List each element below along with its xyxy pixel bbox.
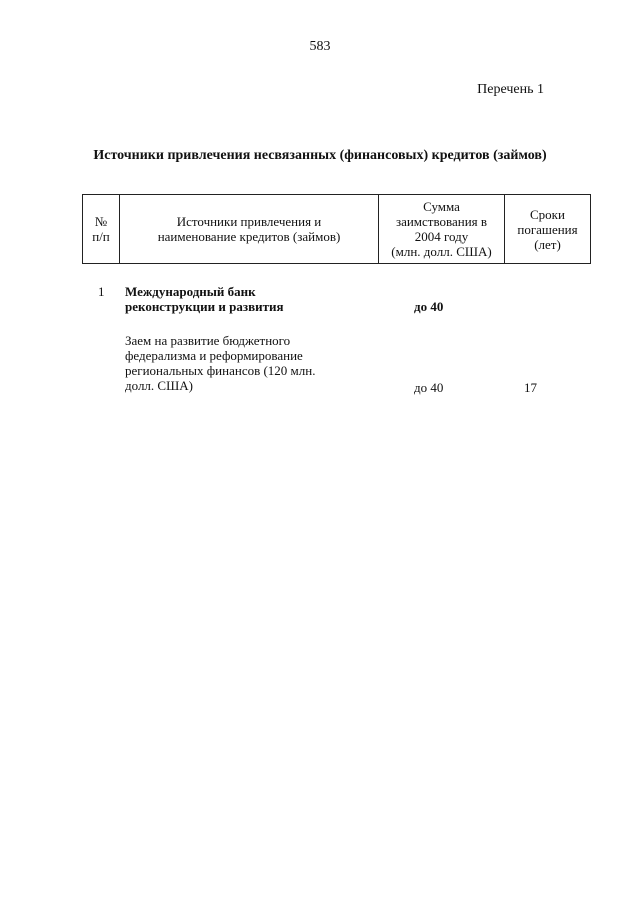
header-term-cell: Сроки погашения (лет)	[505, 195, 591, 264]
header-number-cell: № п/п	[83, 195, 120, 264]
bank-name: Международный банк реконструкции и развития	[125, 284, 284, 314]
table-header-row	[83, 195, 591, 264]
loan-amount: до 40	[414, 380, 444, 395]
page-number: 583	[309, 39, 331, 54]
header-amount-cell: Сумма заимствования в 2004 году (млн. долл. США)	[379, 195, 505, 264]
document-title: Источники привлечения несвязанных (финансовых) кредитов (займов)	[93, 148, 547, 163]
row-number: 1	[98, 284, 105, 299]
loan-term: 17	[524, 380, 537, 395]
header-source-cell: Источники привлечения и наименование кредитов (займов)	[120, 195, 379, 264]
table-header	[82, 194, 591, 264]
bank-amount: до 40	[414, 299, 444, 314]
list-label: Перечень 1	[477, 82, 544, 97]
loan-description: Заем на развитие бюджетного федерализма и реформирование региональных финансов (120 млн. долл. США)	[125, 333, 316, 393]
